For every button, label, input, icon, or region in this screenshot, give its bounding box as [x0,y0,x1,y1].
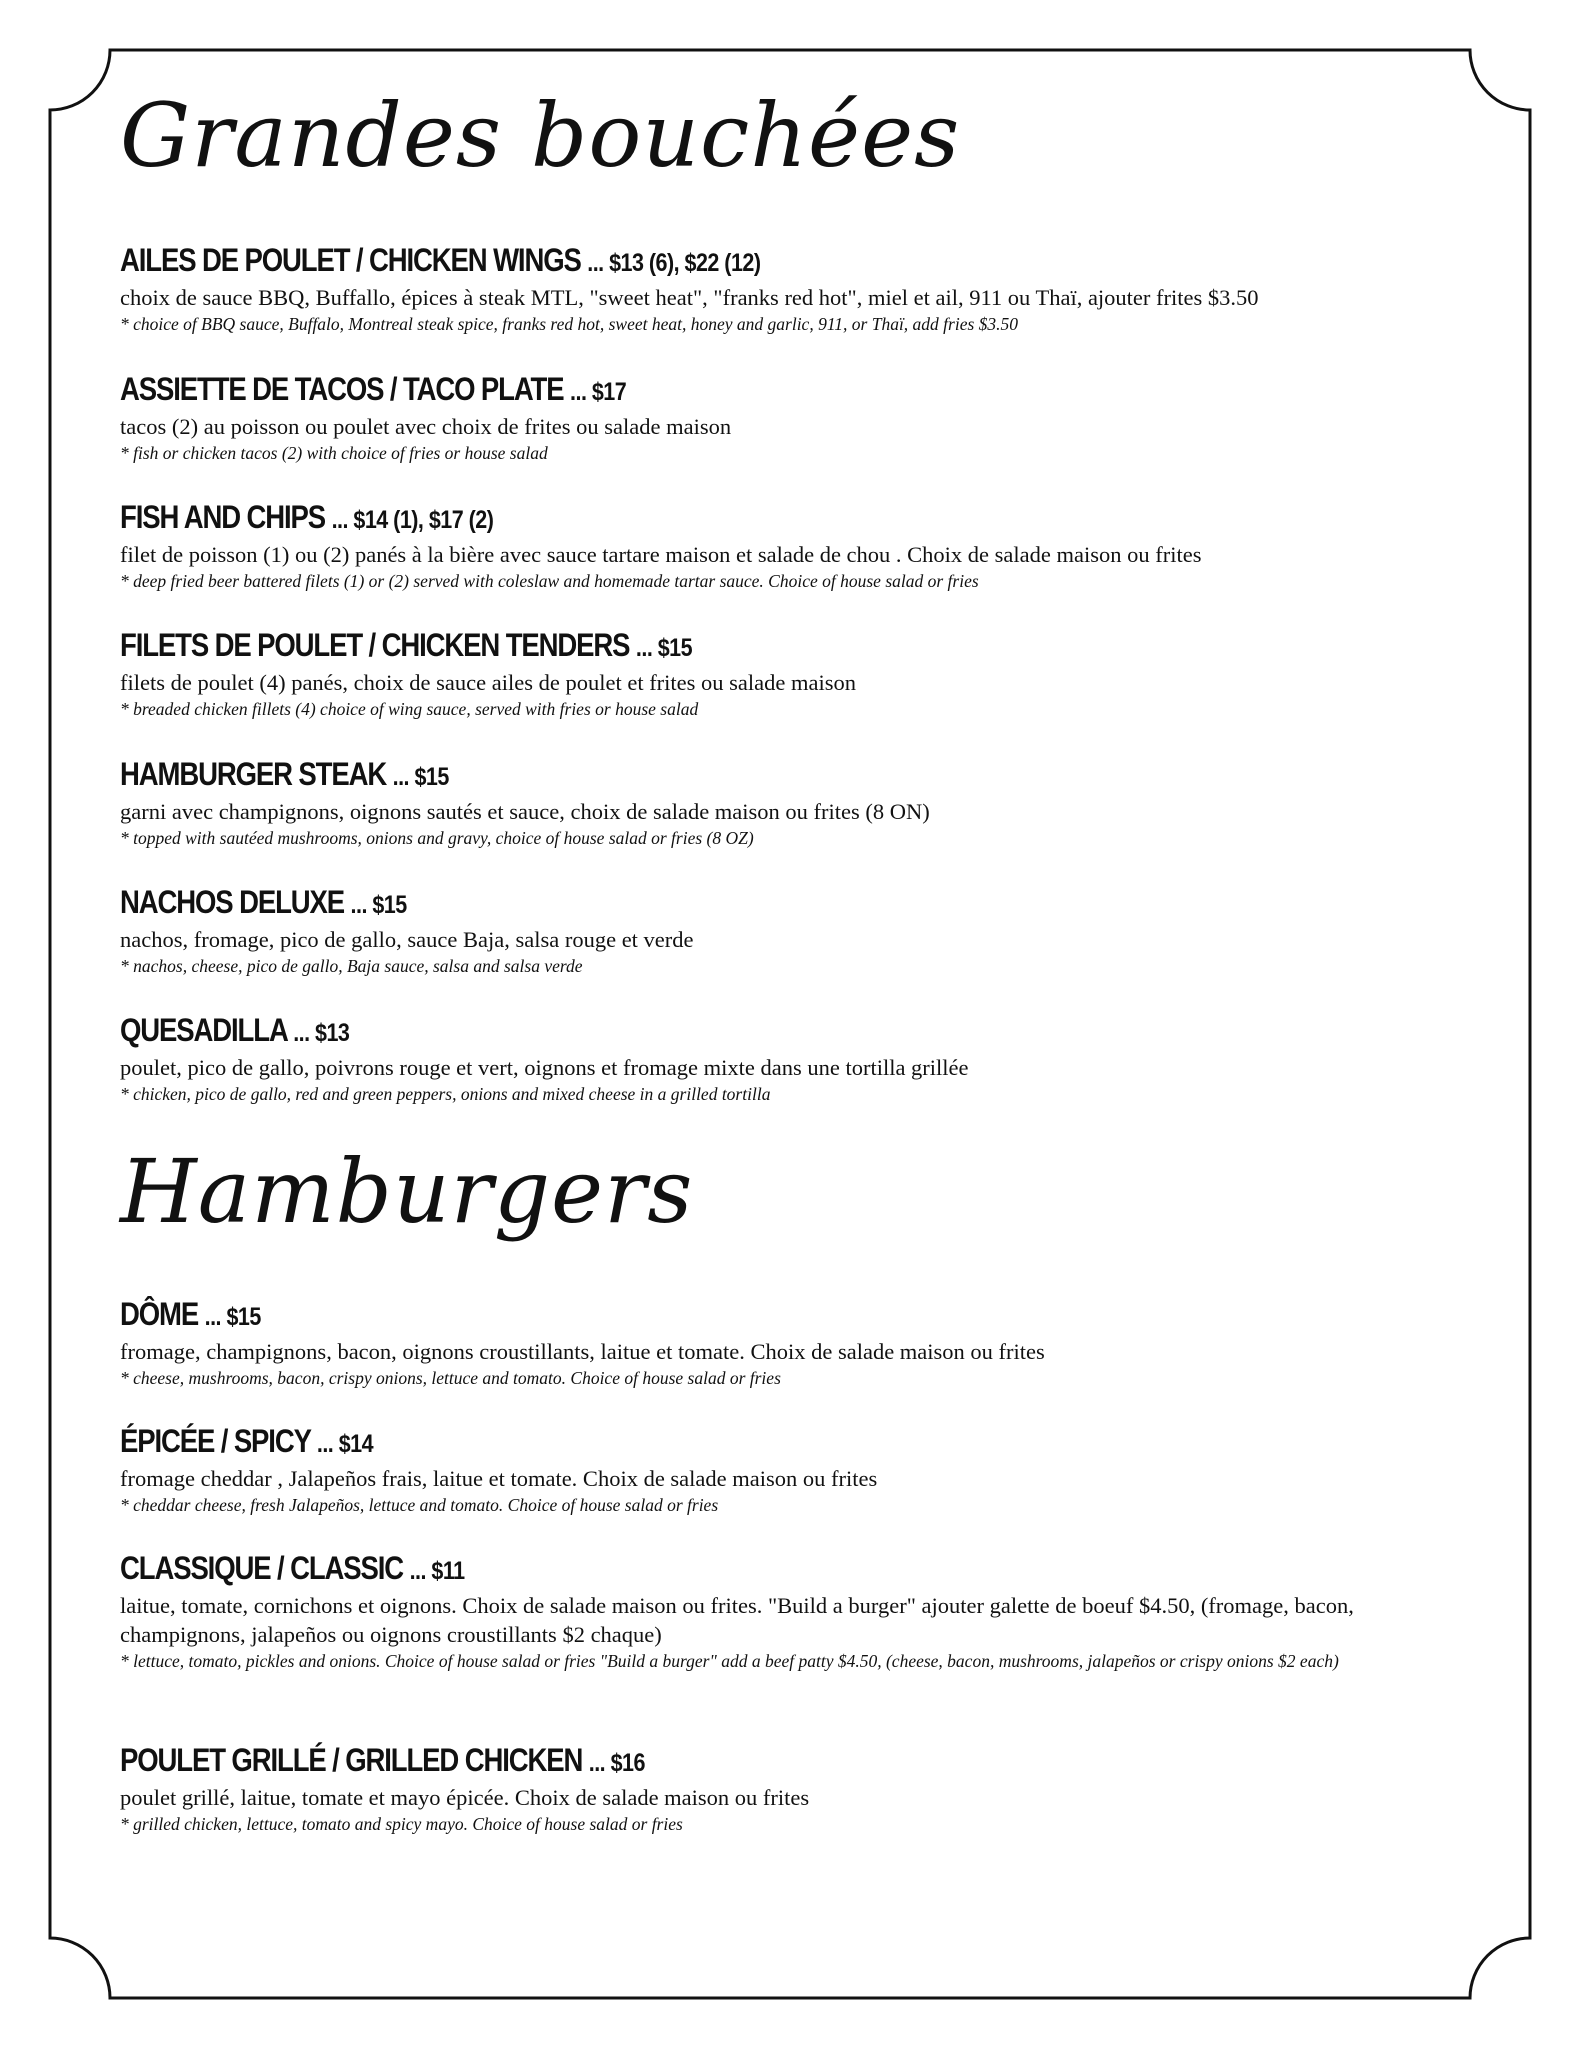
menu-item-grilled-chicken [120,1740,1450,1837]
item-title: POULET GRILLÉ / GRILLED CHICKEN ... $16 [120,1742,645,1778]
item-title: HAMBURGER STEAK ... $15 [120,756,449,792]
menu-item-nachos-deluxe [120,882,1450,979]
item-description-fr: filets de poulet (4) panés, choix de sauce ailes de poulet et frites ou salade maison [120,670,857,695]
item-title: FILETS DE POULET / CHICKEN TENDERS ... $15 [120,627,693,663]
item-title: ÉPICÉE / SPICY ... $14 [120,1423,374,1459]
item-description-en: * deep fried beer battered filets (1) or (2) served with coleslaw and homemade tartar sauce. Choice of house salad or fries [120,571,979,591]
menu-item-quesadilla [120,1010,1450,1107]
item-description-en: * fish or chicken tacos (2) with choice of fries or house salad [120,443,548,463]
item-title: CLASSIQUE / CLASSIC ... $11 [120,1550,465,1586]
item-description-fr: fromage, champignons, bacon, oignons croustillants, laitue et tomate. Choix de salade maison ou frites [120,1339,1045,1364]
item-title: QUESADILLA ... $13 [120,1012,350,1048]
menu-item-taco-plate [120,369,1450,466]
item-description-en: * breaded chicken fillets (4) choice of wing sauce, served with fries or house salad [120,699,699,719]
item-description-en: * lettuce, tomato, pickles and onions. Choice of house salad or fries "Build a burger" add a beef patty $4.50, (cheese, bacon, mushrooms, jalapeños or crispy onions $2 each) [120,1651,1339,1671]
item-description-fr: choix de sauce BBQ, Buffallo, épices à steak MTL, "sweet heat", "franks red hot", miel et ail, 911 ou Thaï, ajouter frites $3.50 [120,285,1259,310]
section-title-hamburgers: Hamburgers [120,1140,694,1243]
item-description-en: * cheese, mushrooms, bacon, crispy onions, lettuce and tomato. Choice of house salad or fries [120,1368,781,1388]
menu-item-dome [120,1294,1450,1391]
menu-item-fish-and-chips [120,497,1450,594]
item-description-fr: garni avec champignons, oignons sautés et sauce, choix de salade maison ou frites (8 ON) [120,799,930,824]
item-description-en: * chicken, pico de gallo, red and green peppers, onions and mixed cheese in a grilled tortilla [120,1084,771,1104]
item-description-fr: nachos, fromage, pico de gallo, sauce Baja, salsa rouge et verde [120,927,694,952]
item-description-fr: filet de poisson (1) ou (2) panés à la bière avec sauce tartare maison et salade de chou . Choix de salade maison ou frites [120,542,1202,567]
item-title: ASSIETTE DE TACOS / TACO PLATE ... $17 [120,371,627,407]
item-description-en: * cheddar cheese, fresh Jalapeños, lettuce and tomato. Choice of house salad or fries [120,1495,719,1515]
menu-item-chicken-tenders [120,625,1450,722]
item-description-fr: poulet grillé, laitue, tomate et mayo épicée. Choix de salade maison ou frites [120,1785,810,1810]
item-description-fr: fromage cheddar , Jalapeños frais, laitue et tomate. Choix de salade maison ou frites [120,1466,878,1491]
item-description-fr: laitue, tomate, cornichons et oignons. Choix de salade maison ou frites. "Build a burger" ajouter galette de boeuf $4.50, (fromage, bacon, champignons, jalapeños ou oignons croustillants $2 chaque) [120,1593,1354,1647]
item-description-en: * choice of BBQ sauce, Buffalo, Montreal steak spice, franks red hot, sweet heat, honey and garlic, 911, or Thaï, add fries $3.50 [120,314,1019,334]
menu-item-classic [120,1548,1450,1674]
menu-item-hamburger-steak [120,754,1450,851]
item-description-fr: poulet, pico de gallo, poivrons rouge et vert, oignons et fromage mixte dans une tortilla grillée [120,1055,969,1080]
item-title: FISH AND CHIPS ... $14 (1), $17 (2) [120,499,494,535]
item-description-en: * topped with sautéed mushrooms, onions and gravy, choice of house salad or fries (8 OZ) [120,828,754,848]
menu-item-chicken-wings [120,240,1450,337]
item-description-en: * grilled chicken, lettuce, tomato and spicy mayo. Choice of house salad or fries [120,1814,683,1834]
section-title-grandes-bouchees: Grandes bouchées [120,84,961,187]
item-description-fr: tacos (2) au poisson ou poulet avec choix de frites ou salade maison [120,414,732,439]
menu-item-spicy [120,1421,1450,1518]
item-title: DÔME ... $15 [120,1296,261,1332]
item-description-en: * nachos, cheese, pico de gallo, Baja sauce, salsa and salsa verde [120,956,583,976]
item-title: AILES DE POULET / CHICKEN WINGS ... $13 (6), $22 (12) [120,242,761,278]
item-title: NACHOS DELUXE ... $15 [120,884,407,920]
